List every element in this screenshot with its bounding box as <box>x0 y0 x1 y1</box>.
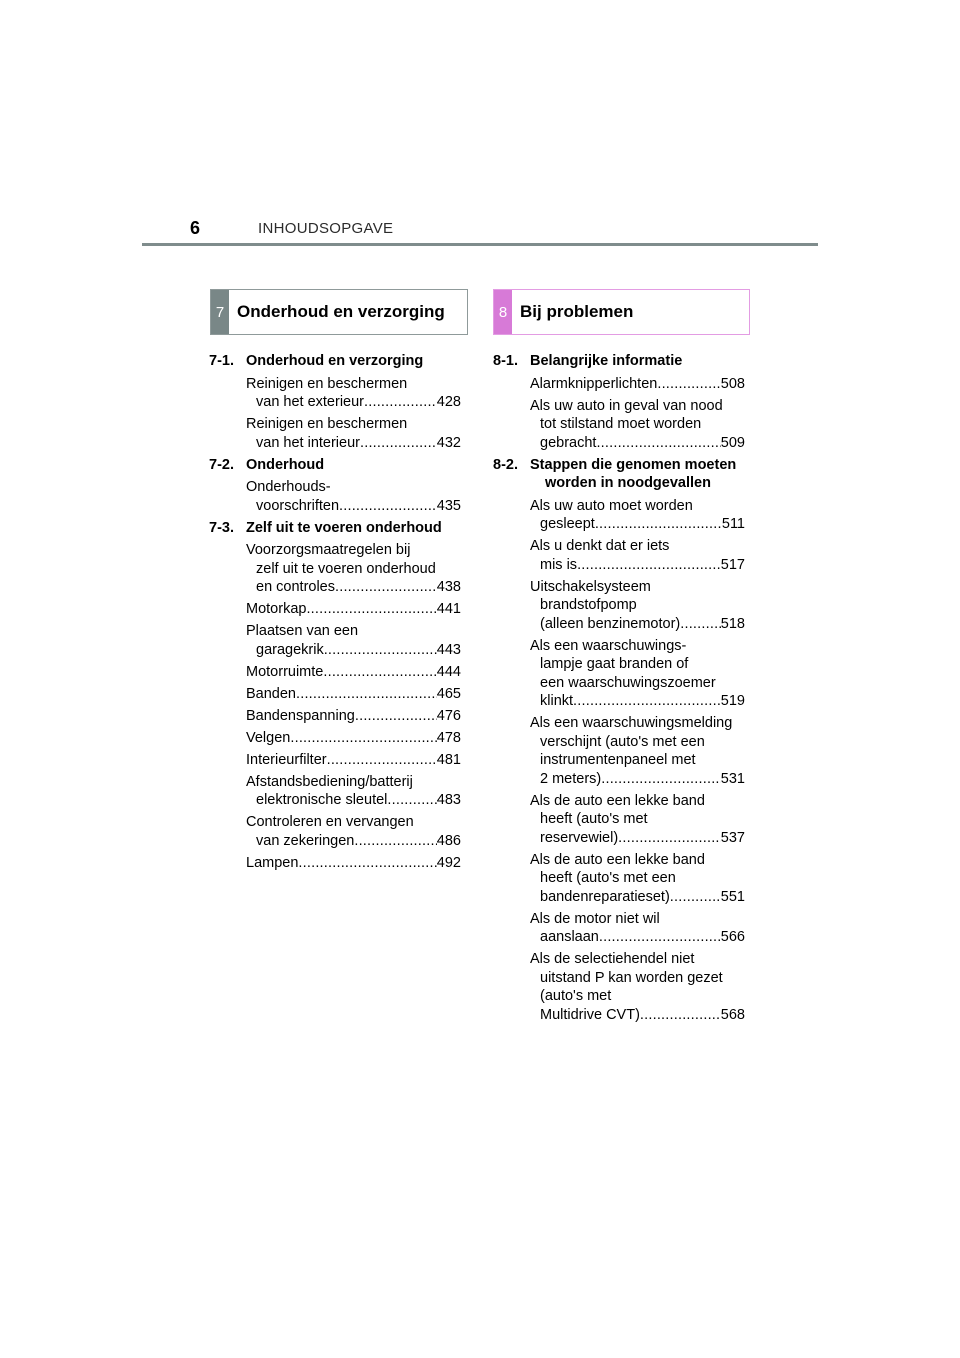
toc-group-7-2 <box>209 456 461 475</box>
entry-page: 509 <box>720 434 745 451</box>
entry-page: 492 <box>436 854 461 871</box>
entry-line: tot stilstand moet worden <box>540 416 702 432</box>
toc-entry[interactable] <box>246 751 461 770</box>
section-7-header <box>210 289 468 335</box>
entry-page: 476 <box>436 707 461 724</box>
toc-entry[interactable] <box>246 773 461 810</box>
entry-text: Motorruimte <box>246 663 324 680</box>
entry-page: 486 <box>436 832 461 849</box>
entry-line: Als de motor niet wil <box>530 910 660 927</box>
entry-text: Bandenspanning <box>246 707 355 724</box>
toc-column-left <box>209 352 461 876</box>
entry-text: klinkt <box>540 693 574 709</box>
entry-line: instrumentenpaneel met <box>540 752 696 768</box>
entry-line: heeft (auto's met een <box>540 870 676 886</box>
entry-text: 2 meters) <box>540 770 602 787</box>
section-8-title: Bij problemen <box>520 302 634 321</box>
entry-page: 432 <box>436 434 461 451</box>
group-number: 8-1. <box>493 353 518 369</box>
entry-page: 519 <box>720 693 745 709</box>
toc-entry[interactable] <box>530 375 745 394</box>
section-7-number: 7 <box>211 290 229 334</box>
entry-line: een waarschuwingszoemer <box>540 674 716 691</box>
section-8-number: 8 <box>494 290 512 334</box>
entry-text: reservewiel) <box>540 829 619 846</box>
toc-group-7-3 <box>209 519 461 538</box>
entry-line: uitstand P kan worden gezet <box>540 969 723 986</box>
toc-entry[interactable] <box>530 397 745 453</box>
entry-line: Plaatsen van een <box>246 623 359 639</box>
entry-text: mis is <box>540 556 578 573</box>
entry-text: (alleen benzinemotor) <box>540 615 681 632</box>
entry-page: 481 <box>436 751 461 768</box>
entry-line: Reinigen en beschermen <box>246 375 408 392</box>
entry-line: Als een waarschuwingsmelding <box>530 715 733 731</box>
toc-entry[interactable] <box>246 415 461 452</box>
entry-page: 511 <box>721 516 745 532</box>
entry-page: 551 <box>720 888 745 905</box>
entry-line: Als uw auto in geval van nood <box>530 397 723 414</box>
toc-entry[interactable] <box>246 707 461 726</box>
entry-line: heeft (auto's met <box>540 811 648 827</box>
group-title[interactable]: Zelf uit te voeren onderhoud <box>246 519 442 536</box>
entry-line: Als de auto een lekke band <box>530 851 705 868</box>
entry-line: Als de auto een lekke band <box>530 792 705 809</box>
entry-text: gesleept <box>540 516 595 532</box>
toc-entry[interactable] <box>246 375 461 412</box>
entry-line: brandstofpomp <box>540 597 637 613</box>
group-number: 7-1. <box>209 353 234 369</box>
group-title[interactable]: Stappen die genomen moeten worden in noodgevallen <box>530 456 737 491</box>
entry-page: 435 <box>436 497 461 514</box>
entry-line: Uitschakelsysteem <box>530 578 651 595</box>
group-number: 8-2. <box>493 456 518 473</box>
toc-entry[interactable] <box>530 497 745 534</box>
entry-line: Reinigen en beschermen <box>246 416 408 432</box>
entry-page: 537 <box>720 829 745 846</box>
entry-text: voorschriften <box>256 497 340 514</box>
group-number: 7-3. <box>209 519 234 536</box>
entry-text: Velgen <box>246 729 291 746</box>
toc-entry[interactable] <box>246 729 461 748</box>
entry-line: Als uw auto moet worden <box>530 497 693 514</box>
entry-text: elektronische sleutel <box>256 792 388 808</box>
toc-entry[interactable] <box>530 537 745 574</box>
entry-line: Als de selectiehendel niet <box>530 951 695 967</box>
entry-text: van het interieur <box>256 434 360 451</box>
toc-entry[interactable] <box>530 792 745 848</box>
toc-entry[interactable] <box>530 910 745 947</box>
toc-group-8-2 <box>493 456 745 493</box>
entry-line: verschijnt (auto's met een <box>540 733 705 750</box>
entry-text: en controles <box>256 579 335 595</box>
toc-entry[interactable] <box>246 600 461 619</box>
toc-entry[interactable] <box>246 478 461 515</box>
toc-group-8-1 <box>493 352 745 371</box>
entry-page: 518 <box>720 615 745 632</box>
entry-page: 483 <box>436 792 461 808</box>
entry-page: 438 <box>436 579 461 595</box>
entry-text: aanslaan <box>540 929 599 945</box>
entry-text: van het exterieur <box>256 394 365 410</box>
toc-entry[interactable] <box>246 663 461 682</box>
toc-entry[interactable] <box>246 622 461 659</box>
entry-text: bandenreparatieset) <box>540 888 670 905</box>
entry-page: 508 <box>720 375 745 392</box>
toc-entry[interactable] <box>530 851 745 907</box>
header-rule <box>142 243 818 246</box>
entry-line: zelf uit te voeren onderhoud <box>256 560 436 577</box>
toc-group-7-1 <box>209 352 461 371</box>
toc-entry[interactable] <box>246 541 461 597</box>
toc-entry[interactable] <box>530 714 745 788</box>
entry-line: Afstandsbediening/batterij <box>246 773 413 790</box>
section-8-header <box>493 289 750 335</box>
group-title[interactable]: Belangrijke informatie <box>530 353 683 369</box>
entry-page: 428 <box>436 394 461 410</box>
entry-text: garagekrik <box>256 641 324 658</box>
entry-page: 465 <box>436 685 461 702</box>
toc-entry[interactable] <box>530 578 745 634</box>
entry-line: Onderhouds- <box>246 479 331 495</box>
entry-page: 444 <box>436 663 461 680</box>
entry-line: Als een waarschuwings- <box>530 637 687 654</box>
entry-page: 478 <box>436 729 461 746</box>
entry-line: lampje gaat branden of <box>540 656 689 672</box>
entry-page: 531 <box>720 770 745 787</box>
entry-text: Alarmknipperlichten <box>530 375 658 392</box>
group-title[interactable]: Onderhoud en verzorging <box>246 353 424 369</box>
entry-text: Lampen <box>246 854 299 871</box>
entry-text: Multidrive CVT) <box>540 1006 640 1023</box>
toc-entry[interactable] <box>246 685 461 704</box>
section-7-title: Onderhoud en verzorging <box>237 302 445 321</box>
entry-line: (auto's met <box>540 988 612 1004</box>
page-title: INHOUDSOPGAVE <box>258 220 394 237</box>
group-title[interactable]: Onderhoud <box>246 456 325 473</box>
group-number: 7-2. <box>209 456 234 473</box>
entry-page: 568 <box>720 1006 745 1023</box>
entry-page: 441 <box>436 601 461 617</box>
entry-text: gebracht <box>540 434 597 451</box>
entry-text: van zekeringen <box>256 832 355 849</box>
entry-line: Als u denkt dat er iets <box>530 538 670 554</box>
toc-entry[interactable] <box>246 813 461 850</box>
toc-column-right <box>493 352 745 1028</box>
entry-text: Motorkap <box>246 601 307 617</box>
entry-line: Voorzorgsmaatregelen bij <box>246 542 411 558</box>
toc-entry[interactable] <box>246 854 461 873</box>
entry-page: 566 <box>720 929 745 945</box>
toc-entry[interactable] <box>530 637 745 711</box>
entry-text: Interieurfilter <box>246 751 327 768</box>
toc-entry[interactable] <box>530 950 745 1024</box>
entry-text: Banden <box>246 685 296 702</box>
entry-page: 517 <box>720 556 745 573</box>
entry-line: Controleren en vervangen <box>246 814 414 830</box>
entry-page: 443 <box>436 641 461 658</box>
page-number: 6 <box>190 218 201 238</box>
